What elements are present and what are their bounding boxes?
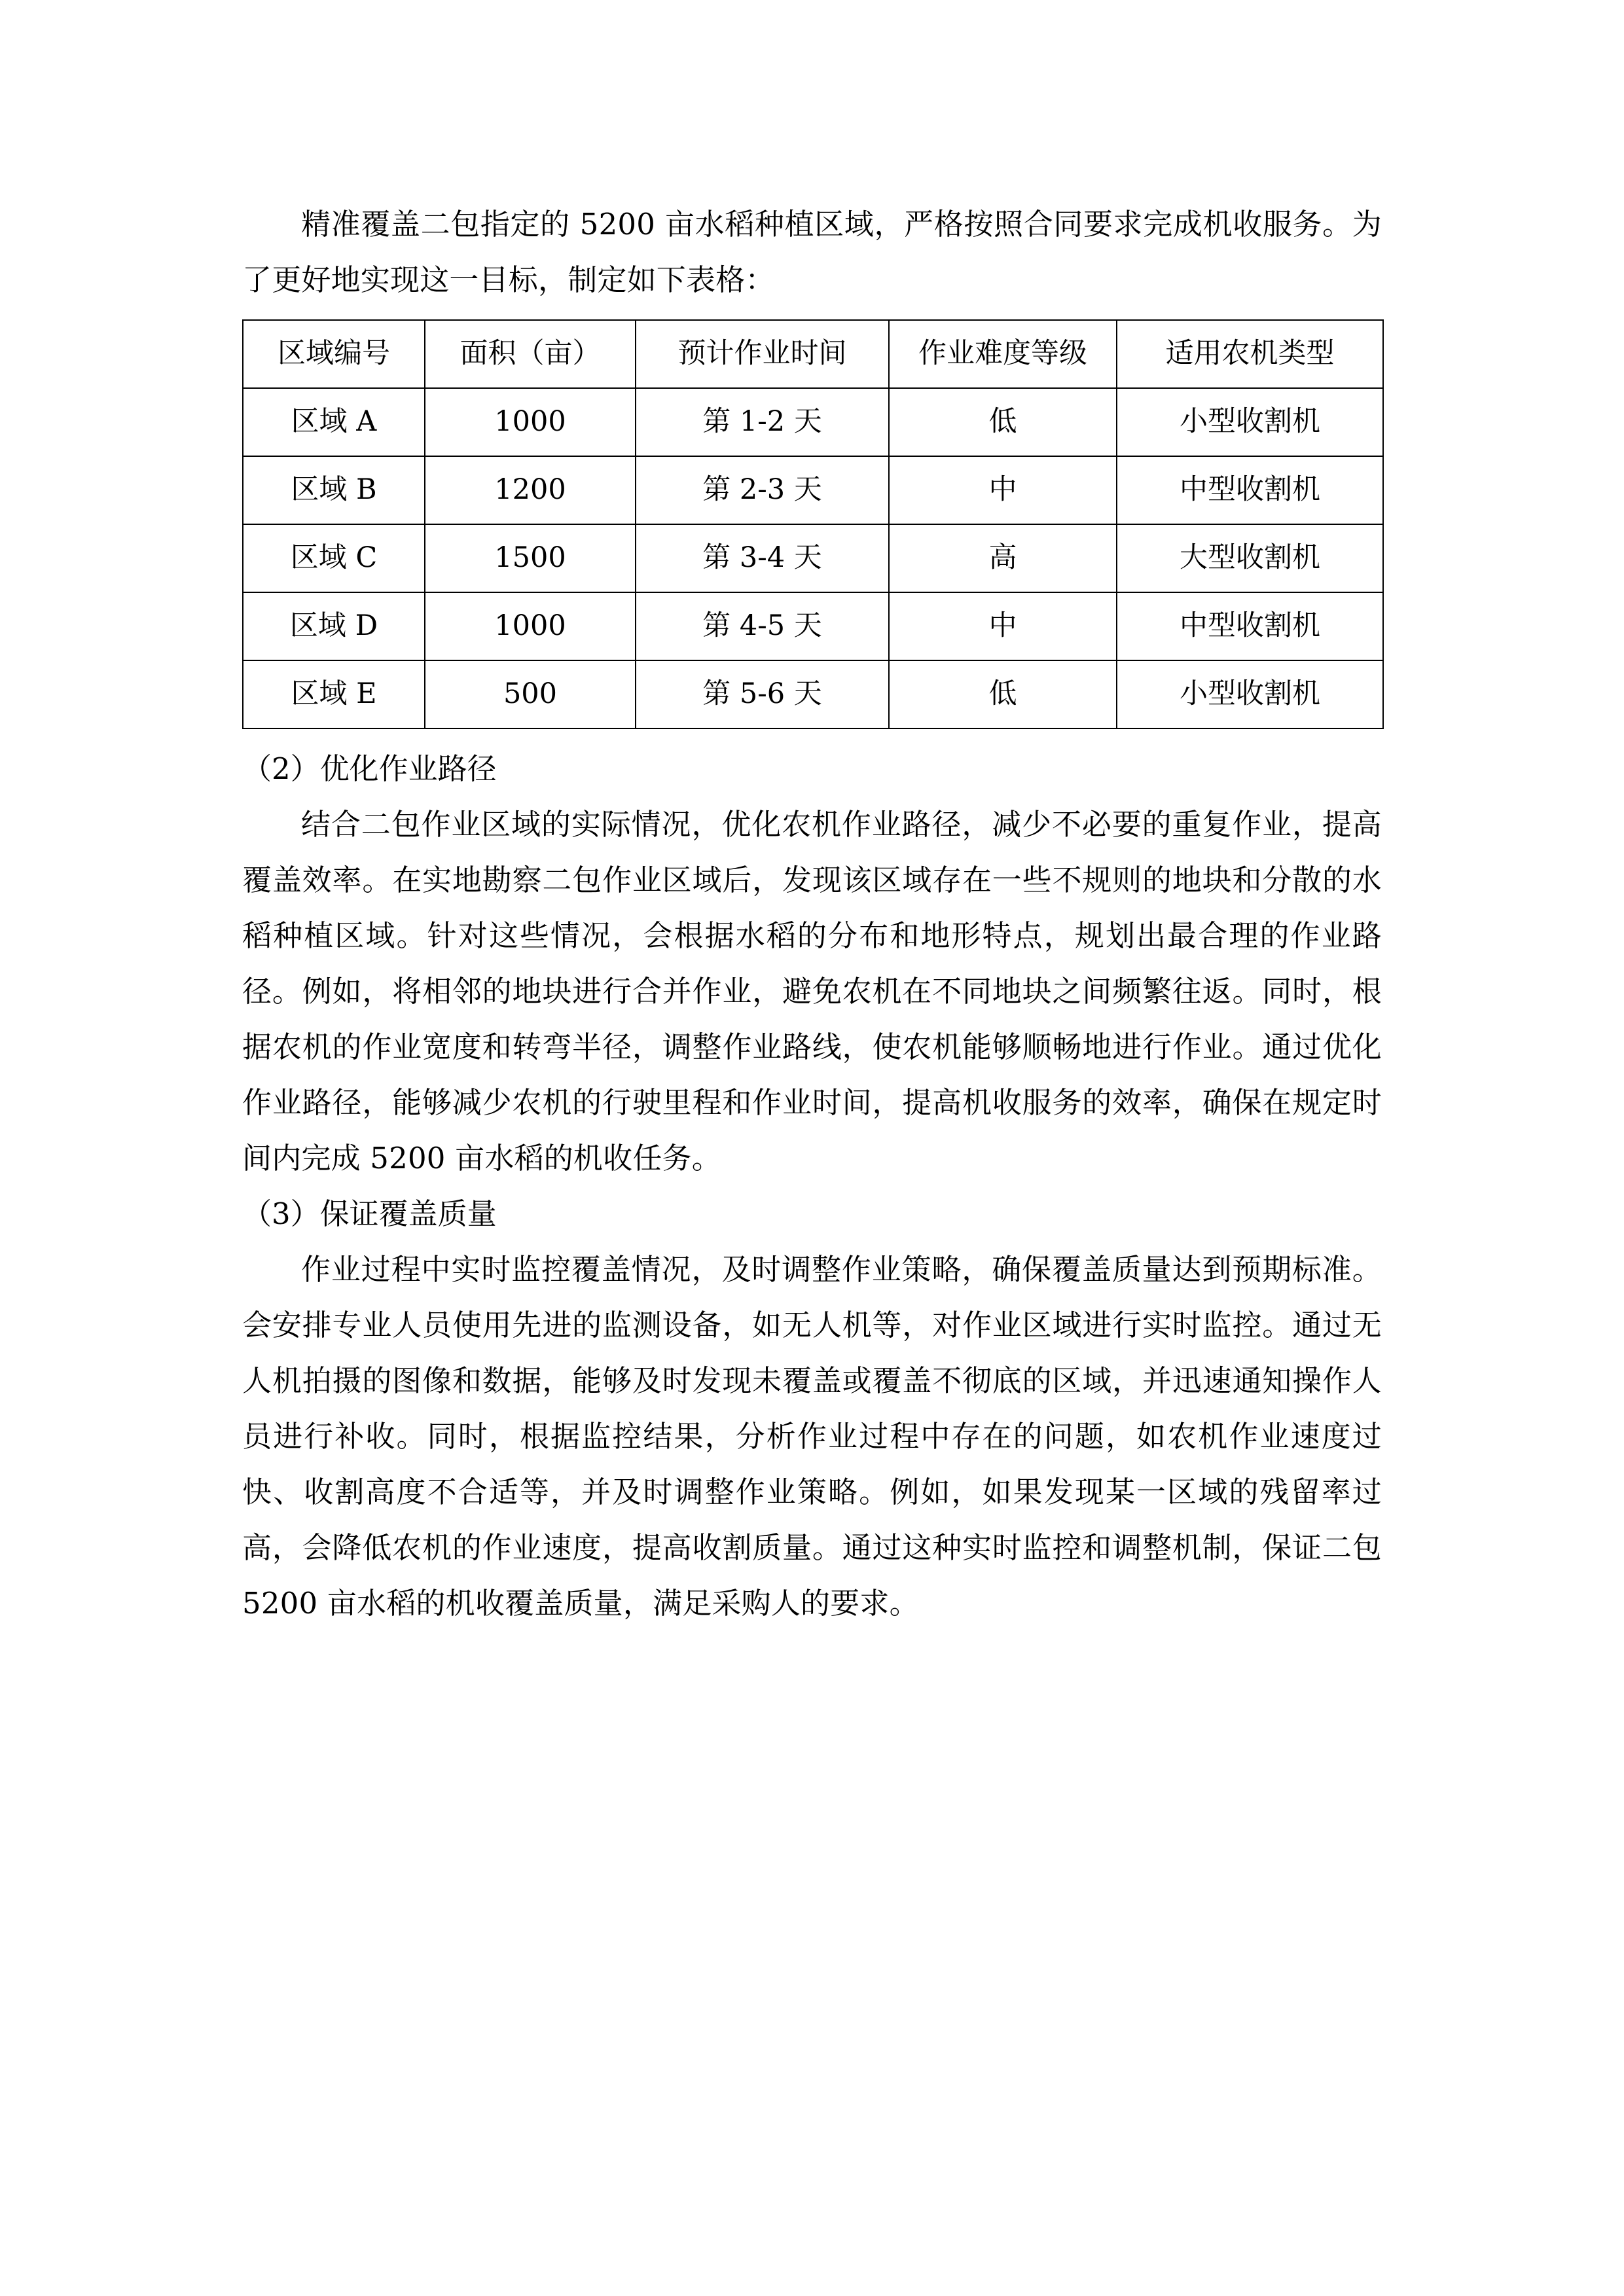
- cell-size: 1200: [425, 456, 636, 524]
- table-row: [243, 592, 1383, 660]
- cell-time: 第 2-3 天: [636, 456, 889, 524]
- table-header-row: [243, 320, 1383, 388]
- cell-size: 1000: [425, 592, 636, 660]
- table-row: [243, 660, 1383, 728]
- column-header-size: 面积（亩）: [425, 320, 636, 388]
- cell-machine: 中型收割机: [1117, 456, 1383, 524]
- cell-size: 1500: [425, 524, 636, 592]
- table-row: [243, 388, 1383, 456]
- intro-paragraph: 精准覆盖二包指定的 5200 亩水稻种植区域，严格按照合同要求完成机收服务。为了更好地实现这一目标，制定如下表格：: [242, 207, 1382, 297]
- section-heading-3: （3）保证覆盖质量: [242, 1196, 497, 1231]
- cell-time: 第 5-6 天: [636, 660, 889, 728]
- cell-machine: 大型收割机: [1117, 524, 1383, 592]
- table-row: [243, 456, 1383, 524]
- cell-machine: 小型收割机: [1117, 388, 1383, 456]
- cell-time: 第 4-5 天: [636, 592, 889, 660]
- cell-area-code: 区域 E: [243, 660, 425, 728]
- cell-machine: 小型收割机: [1117, 660, 1383, 728]
- cell-difficulty: 中: [889, 456, 1117, 524]
- cell-area-code: 区域 D: [243, 592, 425, 660]
- column-header-machine: 适用农机类型: [1117, 320, 1383, 388]
- work-area-plan-table: [242, 319, 1384, 729]
- column-header-area-code: 区域编号: [243, 320, 425, 388]
- column-header-difficulty: 作业难度等级: [889, 320, 1117, 388]
- cell-difficulty: 中: [889, 592, 1117, 660]
- column-header-time: 预计作业时间: [636, 320, 889, 388]
- section-heading-2: （2）优化作业路径: [242, 751, 497, 786]
- cell-difficulty: 高: [889, 524, 1117, 592]
- cell-difficulty: 低: [889, 660, 1117, 728]
- cell-time: 第 3-4 天: [636, 524, 889, 592]
- section-2-body: 结合二包作业区域的实际情况，优化农机作业路径，减少不必要的重复作业，提高覆盖效率。在实地勘察二包作业区域后，发现该区域存在一些不规则的地块和分散的水稻种植区域。针对这些情况，会根据水稻的分布和地形特点，规划出最合理的作业路径。例如，将相邻的地块进行合并作业，避免农机在不同地块之间频繁往返。同时，根据农机的作业宽度和转弯半径，调整作业路线，使农机能够顺畅地进行作业。通过优化作业路径，能够减少农机的行驶里程和作业时间，提高机收服务的效率，确保在规定时间内完成 5200 亩水稻的机收任务。: [242, 807, 1382, 1175]
- cell-area-code: 区域 A: [243, 388, 425, 456]
- section-3-body: 作业过程中实时监控覆盖情况，及时调整作业策略，确保覆盖质量达到预期标准。会安排专业人员使用先进的监测设备，如无人机等，对作业区域进行实时监控。通过无人机拍摄的图像和数据，能够及时发现未覆盖或覆盖不彻底的区域，并迅速通知操作人员进行补收。同时，根据监控结果，分析作业过程中存在的问题，如农机作业速度过快、收割高度不合适等，并及时调整作业策略。例如，如果发现某一区域的残留率过高，会降低农机的作业速度，提高收割质量。通过这种实时监控和调整机制，保证二包 5200 亩水稻的机收覆盖质量，满足采购人的要求。: [242, 1252, 1382, 1621]
- cell-time: 第 1-2 天: [636, 388, 889, 456]
- cell-size: 500: [425, 660, 636, 728]
- cell-area-code: 区域 B: [243, 456, 425, 524]
- page-bottom-spacer: [242, 1631, 1382, 1657]
- cell-machine: 中型收割机: [1117, 592, 1383, 660]
- cell-size: 1000: [425, 388, 636, 456]
- table-row: [243, 524, 1383, 592]
- cell-difficulty: 低: [889, 388, 1117, 456]
- cell-area-code: 区域 C: [243, 524, 425, 592]
